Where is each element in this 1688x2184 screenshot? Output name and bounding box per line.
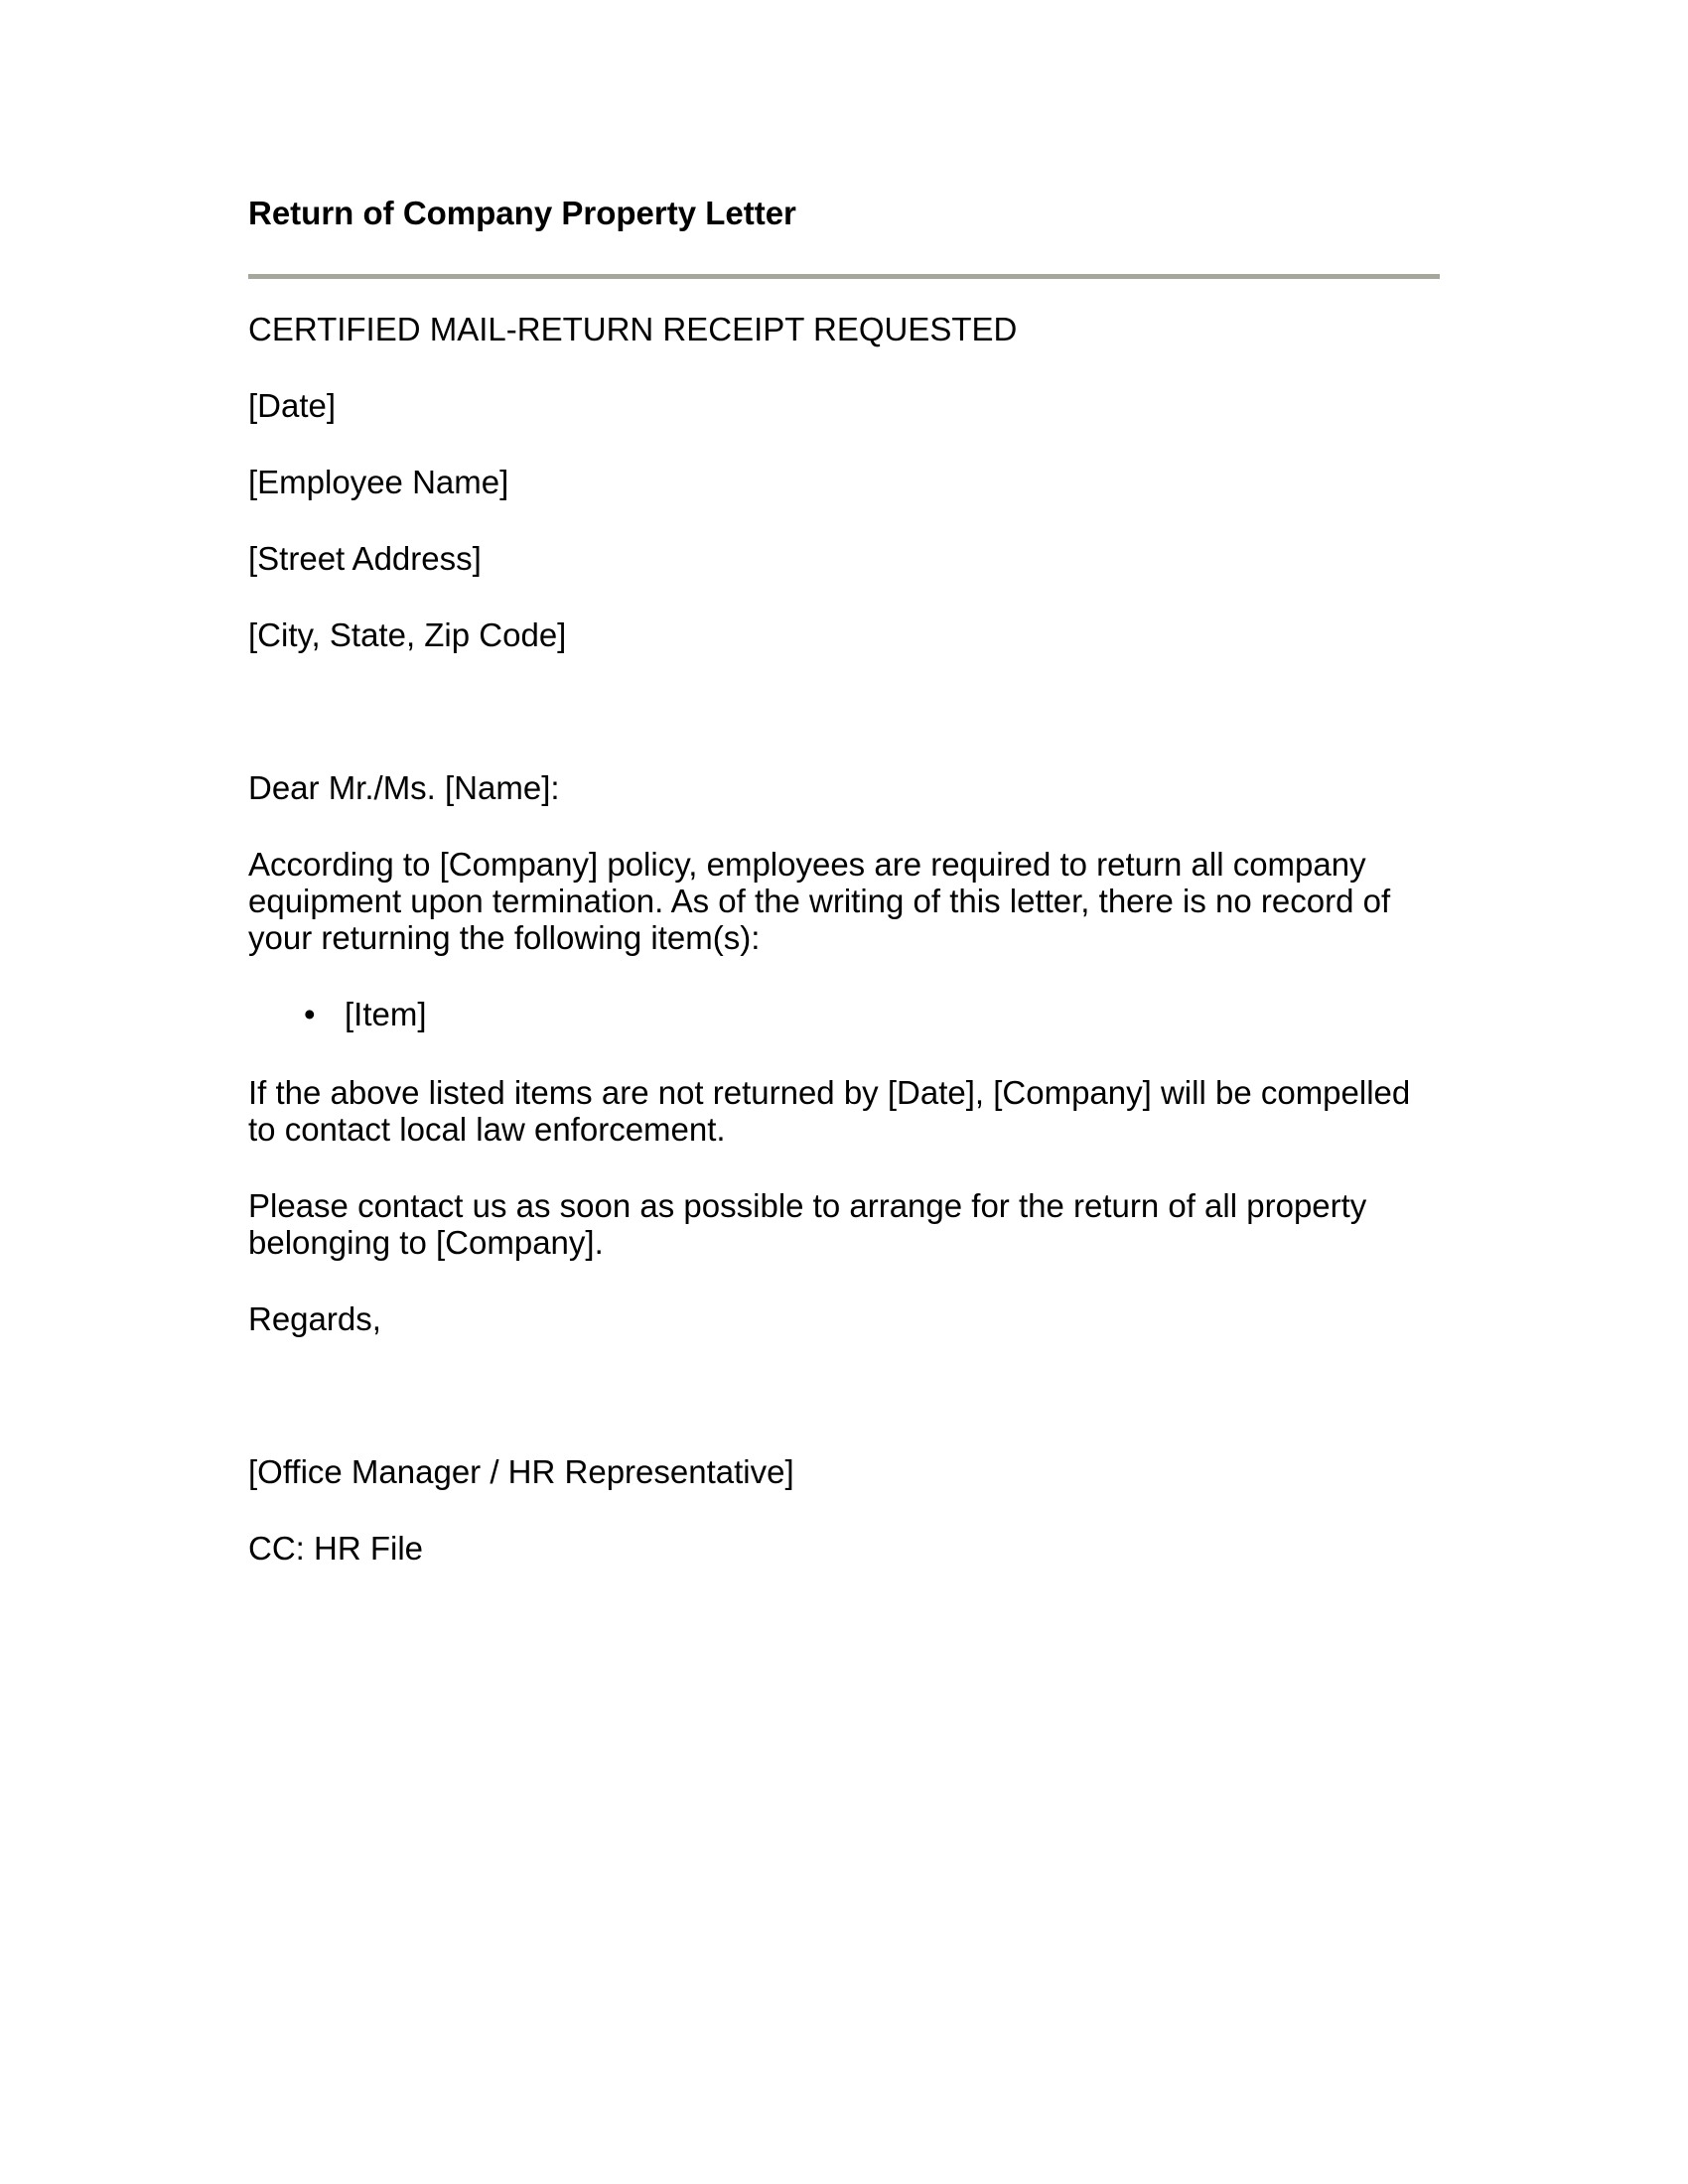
item-bullet: • [Item]: [345, 996, 1440, 1032]
warning-paragraph: If the above listed items are not returned by [Date], [Company] will be compelled to contact local law enforcement.: [248, 1074, 1411, 1148]
signature-line: [Office Manager / HR Representative]: [248, 1453, 794, 1490]
policy-paragraph: According to [Company] policy, employees are required to return all company equipment upon termination. As of the writing of this letter, there is no record of your returning the following item(s):: [248, 846, 1391, 956]
salutation-line: Dear Mr./Ms. [Name]:: [248, 769, 560, 806]
letter-document: [248, 195, 1440, 1567]
city-state-zip-line: [City, State, Zip Code]: [248, 616, 567, 653]
date-line: [Date]: [248, 387, 337, 424]
unreturned-items-list: [248, 996, 1440, 1032]
title-divider-rule: [248, 274, 1440, 279]
certified-mail-line: CERTIFIED MAIL-RETURN RECEIPT REQUESTED: [248, 311, 1018, 347]
document-title: Return of Company Property Letter: [248, 195, 796, 231]
contact-paragraph: Please contact us as soon as possible to arrange for the return of all property belonging to [Company].: [248, 1187, 1367, 1261]
cc-line: CC: HR File: [248, 1530, 424, 1567]
street-address-line: [Street Address]: [248, 540, 482, 577]
closing-line: Regards,: [248, 1300, 381, 1337]
employee-name-line: [Employee Name]: [248, 464, 509, 500]
